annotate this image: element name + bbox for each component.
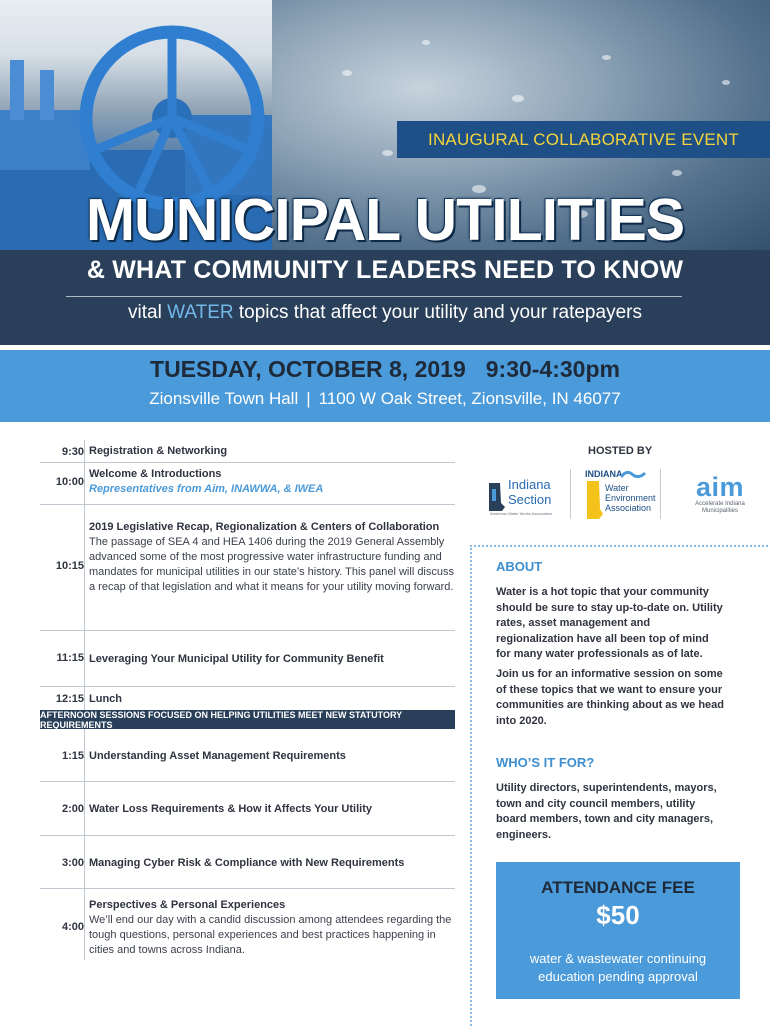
event-date-time [0, 356, 770, 383]
logo3-line1: Accelerate Indiana [695, 501, 745, 507]
agenda-time: 1:15 [61, 750, 84, 762]
agenda-time: 4:00 [61, 921, 84, 933]
hosted-by-label: HOSTED BY [588, 445, 653, 457]
tagline-pre: vital [128, 302, 162, 323]
indiana-wea-logo [585, 469, 657, 523]
event-tag-banner: INAUGURAL COLLABORATIVE EVENT [397, 121, 770, 158]
agenda-row [40, 440, 455, 463]
agenda-time: 12:15 [55, 693, 84, 705]
page-subtitle: & WHAT COMMUNITY LEADERS NEED TO KNOW [86, 256, 684, 284]
agenda-row [40, 729, 455, 782]
agenda-row [40, 462, 455, 505]
fee-amount: $50 [596, 900, 640, 930]
indiana-section-awwa-logo [486, 475, 566, 521]
agenda-row [40, 504, 455, 631]
agenda-time: 10:15 [55, 560, 84, 572]
logo2-line3: Association [605, 503, 652, 513]
tagline-accent: WATER [167, 302, 234, 323]
agenda-title: Welcome & Introductions [89, 468, 222, 480]
audience-heading: WHO’S IT FOR? [496, 755, 595, 770]
logo-divider [660, 469, 661, 519]
agenda-title: Registration & Networking [89, 445, 228, 457]
venue-separator: | [306, 389, 311, 408]
event-venue [0, 389, 770, 409]
agenda-title: Understanding Asset Management Requirements [89, 750, 346, 762]
event-date: TUESDAY, OCTOBER 8, 2019 [150, 356, 466, 382]
agenda-title: 2019 Legislative Recap, Regionalization & Centers of Collaboration [89, 521, 440, 533]
about-text-1: Water is a hot topic that your community should be sure to stay up-to-date on. Utility rates, asset management and regionalization have all been top of mind for many water professionals as of late. [496, 586, 723, 660]
agenda-row [40, 835, 455, 889]
agenda-time: 2:00 [61, 803, 84, 815]
afternoon-sessions-banner: AFTERNOON SESSIONS FOCUSED ON HELPING UTILITIES MEET NEW STATUTORY REQUIREMENTS [40, 710, 455, 729]
about-heading: ABOUT [496, 559, 543, 574]
logo3-line2: Municipalities [701, 508, 738, 514]
logo3-word: aim [695, 472, 745, 502]
indiana-state-icon [486, 481, 508, 513]
logo2-top: INDIANA [585, 469, 623, 479]
logo2-line2: Environment [605, 493, 656, 503]
venue-address: 1100 W Oak Street, Zionsville, IN 46077 [318, 389, 621, 408]
agenda-row [40, 686, 455, 710]
fee-note: water & wastewater continuing education pending approval [529, 951, 707, 984]
aim-logo [675, 473, 765, 523]
logo2-line1: Water [605, 483, 629, 493]
agenda-title: Water Loss Requirements & How it Affects Your Utility [89, 803, 372, 815]
agenda-title: Leveraging Your Municipal Utility for Community Benefit [89, 653, 384, 665]
agenda-row [40, 781, 455, 836]
agenda-time: 10:00 [55, 476, 84, 488]
subtitle-divider [66, 296, 682, 297]
agenda-description: The passage of SEA 4 and HEA 1406 during the 2019 General Assembly advanced some of the most progressive water infrastructure funding and mandates for municipal utilities in our state’s history. This panel will discuss a recap of that legislation and what it means for your utility moving forward. [89, 536, 454, 593]
event-time: 9:30-4:30pm [485, 356, 620, 382]
tagline-post: topics that affect your utility and your ratepayers [238, 302, 642, 323]
logo-divider [570, 469, 571, 519]
about-text-2: Join us for an informative session on some of these topics that we want to ensure your communities are thinking about as we head into 2020. [496, 668, 724, 727]
agenda-subtitle: Representatives from Aim, INAWWA, & IWEA [89, 483, 324, 495]
agenda-time: 3:00 [61, 857, 84, 869]
logo1-line1: Indiana [508, 477, 551, 492]
agenda-time: 11:15 [56, 652, 84, 664]
agenda-title: Managing Cyber Risk & Compliance with New Requirements [89, 857, 405, 869]
fee-label: ATTENDANCE FEE [541, 878, 695, 897]
agenda-time: 9:30 [61, 446, 84, 458]
logo1-line2: Section [508, 492, 552, 507]
agenda-row [40, 630, 455, 687]
audience-text: Utility directors, superintendents, mayors, town and city council members, utility board members, town and city managers, engineers. [496, 782, 717, 841]
agenda-description: We’ll end our day with a candid discussion among attendees regarding the tough questions, personal experiences and best practices happening in cities and towns across Indiana. [89, 914, 452, 956]
hero-section [0, 0, 770, 347]
agenda-row [40, 888, 455, 960]
page-title: MUNICIPAL UTILITIES [85, 187, 685, 253]
water-wave-icon [621, 469, 671, 479]
tagline [0, 302, 770, 324]
agenda-title: Lunch [89, 693, 122, 705]
host-logos [480, 463, 765, 523]
agenda-title: Perspectives & Personal Experiences [89, 899, 286, 911]
indiana-state-gold-icon [585, 481, 603, 519]
logo1-small: American Water Works Association [490, 511, 553, 516]
attendance-fee-box [496, 862, 740, 999]
venue-name: Zionsville Town Hall [149, 389, 299, 408]
